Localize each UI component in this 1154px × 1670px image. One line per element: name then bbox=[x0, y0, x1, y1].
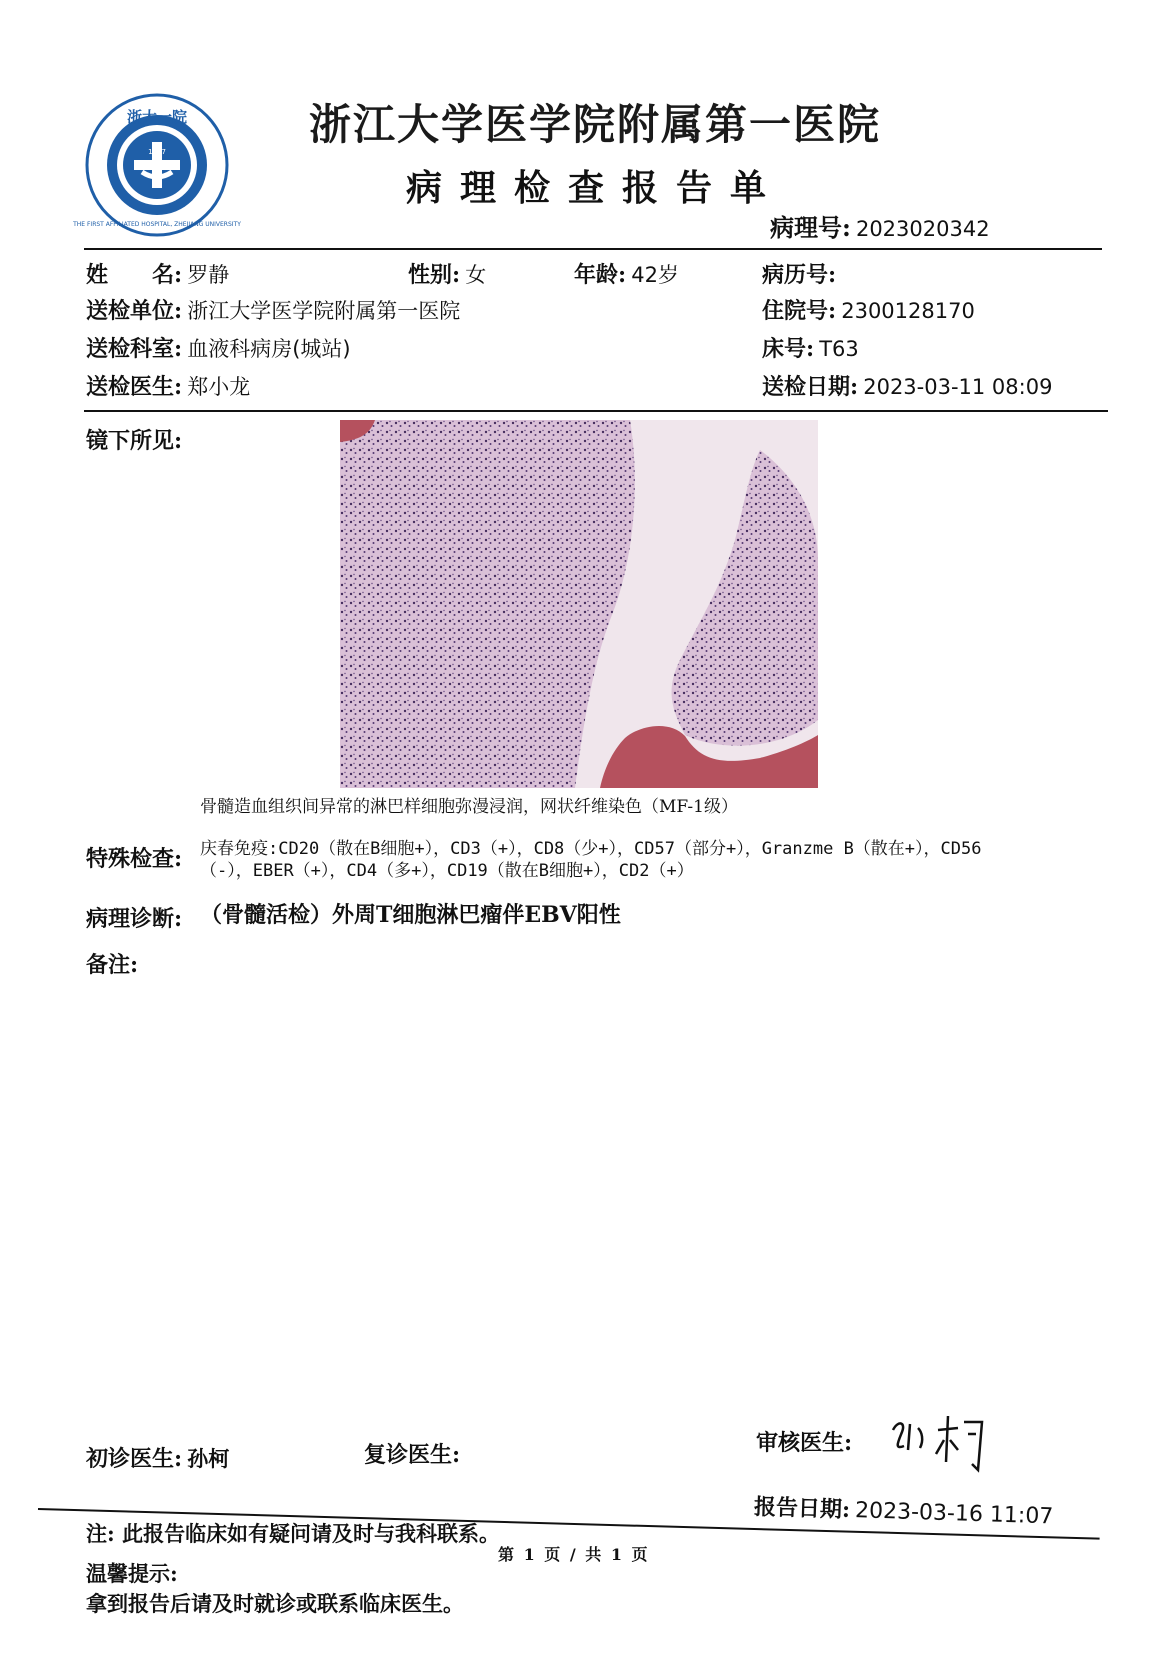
remarks-label: 备注: bbox=[86, 952, 139, 978]
dept-row bbox=[86, 332, 351, 363]
submit-date: 2023-03-11 08:09 bbox=[863, 375, 1053, 399]
dept-label: 送检科室: bbox=[86, 336, 183, 362]
reviewer-label: 审核医生: bbox=[756, 1430, 853, 1456]
first-doctor-row bbox=[86, 1442, 229, 1473]
submit-date-row bbox=[762, 370, 1052, 401]
logo-top-text: 浙大一院 bbox=[126, 108, 188, 126]
diagnosis-label: 病理诊断: bbox=[86, 906, 183, 932]
admission-row bbox=[762, 294, 975, 325]
microscopy-label: 镜下所见: bbox=[86, 428, 183, 454]
submitting-dept: 血液科病房(城站) bbox=[187, 337, 351, 361]
report-date: 2023-03-16 11:07 bbox=[854, 1498, 1054, 1530]
admission-no: 2300128170 bbox=[841, 299, 975, 323]
pathology-no-value: 2023020342 bbox=[855, 217, 990, 241]
patient-name-row bbox=[86, 258, 229, 289]
age-label: 年龄: bbox=[574, 262, 627, 288]
header-rule bbox=[84, 248, 1102, 250]
submitting-doctor: 郑小龙 bbox=[187, 375, 251, 399]
second-doctor-row bbox=[364, 1438, 460, 1469]
record-no-row bbox=[762, 258, 836, 289]
unit-label: 送检单位: bbox=[86, 298, 183, 324]
footer-note: 注: 此报告临床如有疑问请及时与我科联系。 bbox=[86, 1521, 501, 1546]
microscopy-caption: 骨髓造血组织间异常的淋巴样细胞弥漫浸润，网状纤维染色（MF-1级） bbox=[200, 797, 738, 817]
submitting-unit: 浙江大学医学院附属第一医院 bbox=[187, 299, 461, 323]
report-date-row bbox=[754, 1490, 1054, 1530]
unit-row bbox=[86, 294, 460, 325]
special-line-1: 庆春免疫:CD20（散在B细胞+），CD3（+），CD8（少+），CD57（部分+），Granzme B（散在+），CD56 bbox=[200, 839, 982, 859]
microscopy-image bbox=[340, 420, 818, 788]
record-no-label: 病历号: bbox=[762, 262, 837, 288]
report-title: 病理检查报告单 bbox=[405, 167, 784, 209]
hospital-name: 浙江大学医学院附属第一医院 bbox=[308, 100, 881, 149]
doctor-row bbox=[86, 370, 250, 401]
bed-label: 床号: bbox=[762, 336, 815, 362]
reviewer-row bbox=[756, 1426, 852, 1457]
special-line-2: （-），EBER（+），CD4（多+），CD19（散在B细胞+），CD2（+） bbox=[200, 861, 694, 881]
submit-date-label: 送检日期: bbox=[762, 374, 859, 400]
name-label: 姓 名: bbox=[86, 262, 183, 288]
sex-label: 性别: bbox=[408, 262, 461, 288]
reviewer-signature bbox=[888, 1410, 988, 1480]
info-rule bbox=[84, 410, 1108, 412]
patient-age: 42岁 bbox=[631, 263, 679, 287]
admission-no-label: 住院号: bbox=[762, 298, 837, 324]
patient-sex-row bbox=[408, 258, 486, 289]
first-doctor-label: 初诊医生: bbox=[86, 1446, 183, 1472]
page-info: 第 1 页 / 共 1 页 bbox=[498, 1545, 650, 1564]
patient-name: 罗静 bbox=[187, 263, 230, 287]
pathology-no bbox=[770, 208, 990, 243]
pathology-no-label: 病理号: bbox=[770, 213, 851, 242]
hospital-logo bbox=[73, 92, 241, 238]
logo-ring-text: THE FIRST AFFILIATED HOSPITAL, ZHEJIANG UNIVERSITY bbox=[73, 221, 241, 228]
second-doctor-label: 复诊医生: bbox=[364, 1442, 461, 1468]
patient-sex: 女 bbox=[465, 263, 487, 287]
patient-age-row bbox=[574, 258, 679, 289]
diagnosis-text: （骨髓活检）外周T细胞淋巴瘤伴EBV阳性 bbox=[200, 902, 621, 928]
special-label: 特殊检查: bbox=[86, 846, 183, 872]
doctor-label: 送检医生: bbox=[86, 374, 183, 400]
bed-no: T63 bbox=[819, 337, 859, 361]
tip-label: 温馨提示: bbox=[86, 1561, 178, 1586]
bed-row bbox=[762, 332, 859, 363]
tip-text: 拿到报告后请及时就诊或联系临床医生。 bbox=[86, 1591, 464, 1616]
report-date-label: 报告日期: bbox=[753, 1494, 851, 1524]
first-doctor: 孙柯 bbox=[187, 1447, 230, 1471]
logo-year: 1947 bbox=[148, 148, 166, 156]
